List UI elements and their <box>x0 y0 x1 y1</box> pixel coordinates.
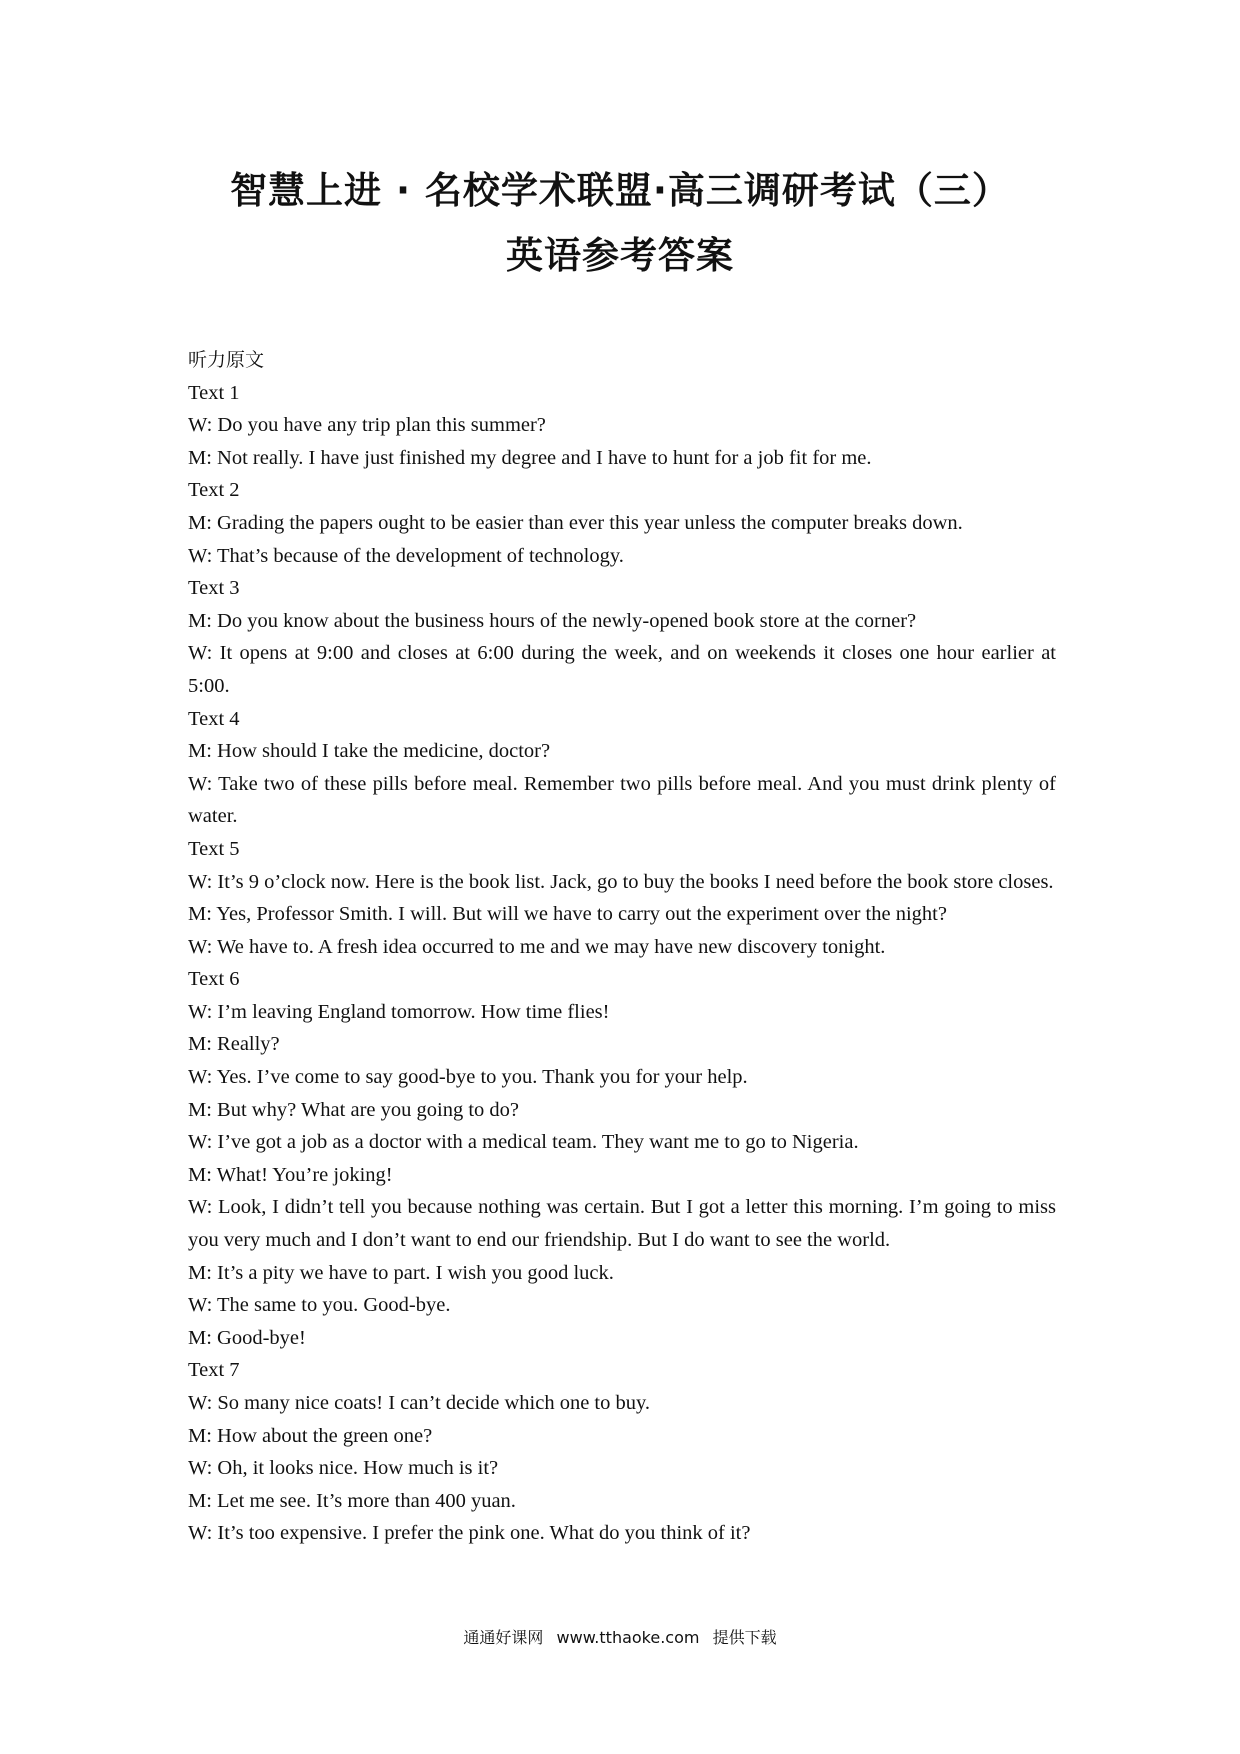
dialogue-line: M: Grading the papers ought to be easier than ever this year unless the computer breaks down. <box>188 511 963 534</box>
dialogue-line: W: Yes. I’ve come to say good-bye to you. Thank you for your help. <box>188 1066 748 1089</box>
dialogue-line: W: So many nice coats! I can’t decide which one to buy. <box>188 1392 651 1414</box>
dialogue-line: W: Take two of these pills before meal. Remember two pills before meal. And you must drink plenty of water. <box>188 772 1056 828</box>
text-heading: Text 7 <box>188 1359 240 1382</box>
footer-url[interactable]: www.tthaoke.com <box>556 1628 700 1647</box>
page-footer <box>0 1625 1240 1648</box>
dialogue-line: M: Do you know about the business hours of the newly-opened book store at the corner? <box>188 609 917 632</box>
dialogue-line: W: I’m leaving England tomorrow. How time flies! <box>188 1000 610 1023</box>
dialogue-line: W: That’s because of the development of technology. <box>188 544 624 567</box>
dialogue-line: W: The same to you. Good-bye. <box>188 1294 451 1317</box>
section-heading: 听力原文 <box>188 349 265 371</box>
text-heading: Text 2 <box>188 479 240 502</box>
text-heading: Text 5 <box>188 837 240 860</box>
dialogue-line: M: Good-bye! <box>188 1326 306 1349</box>
dialogue-line: W: Do you have any trip plan this summer? <box>188 414 546 437</box>
dialogue-line: M: It’s a pity we have to part. I wish you good luck. <box>188 1261 614 1284</box>
text-heading: Text 4 <box>188 707 240 730</box>
dialogue-line: M: Yes, Professor Smith. I will. But will we have to carry out the experiment over the night? <box>188 903 947 926</box>
dialogue-line: M: But why? What are you going to do? <box>188 1098 519 1121</box>
dialogue-line: W: It’s 9 o’clock now. Here is the book list. Jack, go to buy the books I need before the book store closes. <box>188 870 1054 893</box>
dialogue-line: W: It opens at 9:00 and closes at 6:00 during the week, and on weekends it closes one hour earlier at 5:00. <box>188 642 1056 697</box>
dialogue-line: W: Look, I didn’t tell you because nothing was certain. But I got a letter this morning. I’m going to miss you very much and I don’t want to end our friendship. But I do want to see the world. <box>188 1196 1056 1252</box>
dialogue-line: M: Really? <box>188 1033 280 1056</box>
dialogue-line: W: I’ve got a job as a doctor with a medical team. They want me to go to Nigeria. <box>188 1131 859 1154</box>
document-title: 智慧上进 · 名校学术联盟·高三调研考试（三） <box>230 169 1010 212</box>
text-heading: Text 1 <box>188 381 240 404</box>
text-heading: Text 3 <box>188 577 240 600</box>
dialogue-line: M: How about the green one? <box>188 1424 433 1447</box>
dialogue-line: M: Not really. I have just finished my degree and I have to hunt for a job fit for me. <box>188 446 872 469</box>
transcript-body <box>188 344 1056 1550</box>
dialogue-line: M: Let me see. It’s more than 400 yuan. <box>188 1489 516 1512</box>
footer-site-name: 通通好课网 <box>463 1628 544 1647</box>
dialogue-line: M: How should I take the medicine, doctor? <box>188 740 551 763</box>
dialogue-line: W: It’s too expensive. I prefer the pink one. What do you think of it? <box>188 1522 751 1545</box>
dialogue-line: W: Oh, it looks nice. How much is it? <box>188 1457 499 1480</box>
dialogue-line: W: We have to. A fresh idea occurred to me and we may have new discovery tonight. <box>188 935 886 958</box>
document-subtitle: 英语参考答案 <box>506 234 734 277</box>
dialogue-line: M: What! You’re joking! <box>188 1163 393 1186</box>
text-heading: Text 6 <box>188 968 240 991</box>
footer-suffix: 提供下载 <box>712 1628 777 1647</box>
